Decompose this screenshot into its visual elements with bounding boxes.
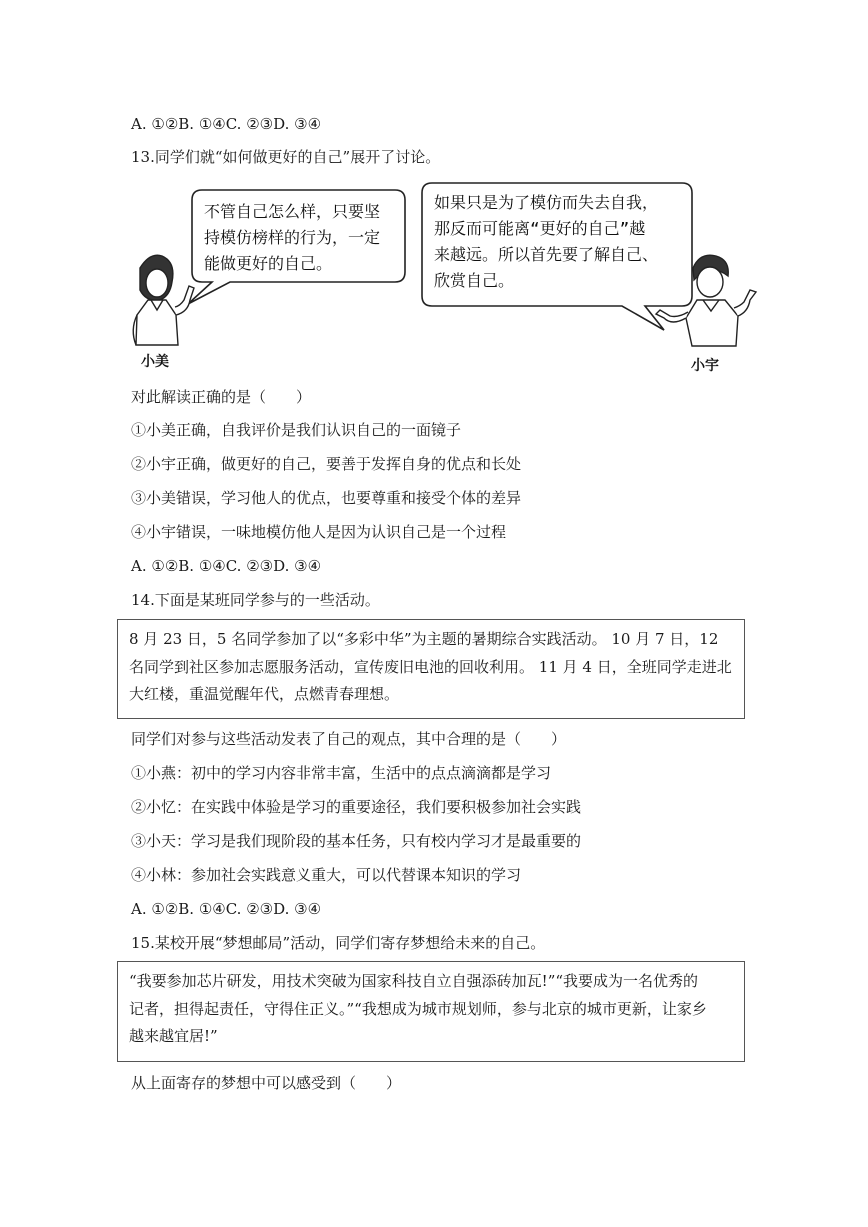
- xiaomei-figure: [133, 255, 194, 345]
- q14-statement: ①小燕：初中的学习内容非常丰富，生活中的点点滴滴都是学习: [131, 764, 552, 782]
- xiaomei-speech-text: [204, 199, 380, 277]
- caption-xiaomei: 小美: [141, 354, 169, 370]
- caption-xiaoyu: 小宇: [691, 358, 719, 374]
- q15-box-line: 越来越宜居!”: [129, 1027, 218, 1045]
- q14-box-line: 名同学到社区参加志愿服务活动，宣传废旧电池的回收利用。 11 月 4 日，全班同学走进北: [129, 657, 732, 676]
- q13-statement: ④小宇错误，一味地模仿他人是因为认识自己是一个过程: [131, 523, 507, 541]
- xiaoyu-speech-line: 如果只是为了模仿而失去自我，: [434, 193, 659, 212]
- q13-stem: 13.同学们就“如何做更好的自己”展开了讨论。: [131, 148, 441, 166]
- q13-statement: ③小美错误，学习他人的优点，也要尊重和接受个体的差异: [131, 489, 522, 507]
- xiaomei-speech-line: 持模仿榜样的行为，一定: [204, 228, 381, 247]
- q15-question: 从上面寄存的梦想中可以感受到（ ）: [131, 1074, 402, 1092]
- q13-question: 对此解读正确的是（ ）: [131, 388, 312, 406]
- q13-statement: ②小宇正确，做更好的自己，要善于发挥自身的优点和长处: [131, 455, 522, 473]
- q14-options: A. ①②B. ①④C. ②③D. ③④: [131, 900, 322, 918]
- xiaoyu-speech-line: 来越远。所以首先要了解自己、: [434, 245, 659, 264]
- q14-statement: ④小林：参加社会实践意义重大，可以代替课本知识的学习: [131, 866, 522, 884]
- xiaoyu-speech-line: 那反而可能离“更好的自己”越: [434, 219, 646, 238]
- q15-box-line: 记者，担得起责任，守得住正义。”“我想成为城市规划师，参与北京的城市更新，让家乡: [129, 999, 707, 1018]
- q15-material-box: [117, 961, 745, 1062]
- q14-box-line: 大红楼，重温觉醒年代，点燃青春理想。: [129, 685, 400, 703]
- xiaoyu-speech-line: 欣赏自己。: [434, 271, 515, 290]
- xiaoyu-speech-text: [434, 190, 658, 294]
- q14-statement: ③小天：学习是我们现阶段的基本任务，只有校内学习才是最重要的: [131, 832, 582, 850]
- q13-options: A. ①②B. ①④C. ②③D. ③④: [131, 557, 322, 575]
- q14-material-box: [117, 619, 745, 719]
- xiaomei-speech-line: 不管自己怎么样，只要坚: [204, 202, 381, 221]
- q14-stem: 14.下面是某班同学参与的一些活动。: [131, 591, 380, 609]
- q13-statement: ①小美正确，自我评价是我们认识自己的一面镜子: [131, 421, 462, 439]
- q15-box-line: “我要参加芯片研发，用技术突破为国家科技自立自强添砖加瓦!”“我要成为一名优秀的: [129, 972, 699, 990]
- q15-stem: 15.某校开展“梦想邮局”活动，同学们寄存梦想给未来的自己。: [131, 934, 546, 952]
- xiaomei-speech-line: 能做更好的自己。: [204, 254, 333, 273]
- q14-statement: ②小忆：在实践中体验是学习的重要途径，我们要积极参加社会实践: [131, 798, 582, 816]
- q14-box-line: 8 月 23 日，5 名同学参加了以“多彩中华”为主题的暑期综合实践活动。 10 月 7 日，12: [129, 630, 719, 648]
- q14-question: 同学们对参与这些活动发表了自己的观点，其中合理的是（ ）: [131, 730, 567, 748]
- q12-options: A. ①②B. ①④C. ②③D. ③④: [131, 115, 322, 133]
